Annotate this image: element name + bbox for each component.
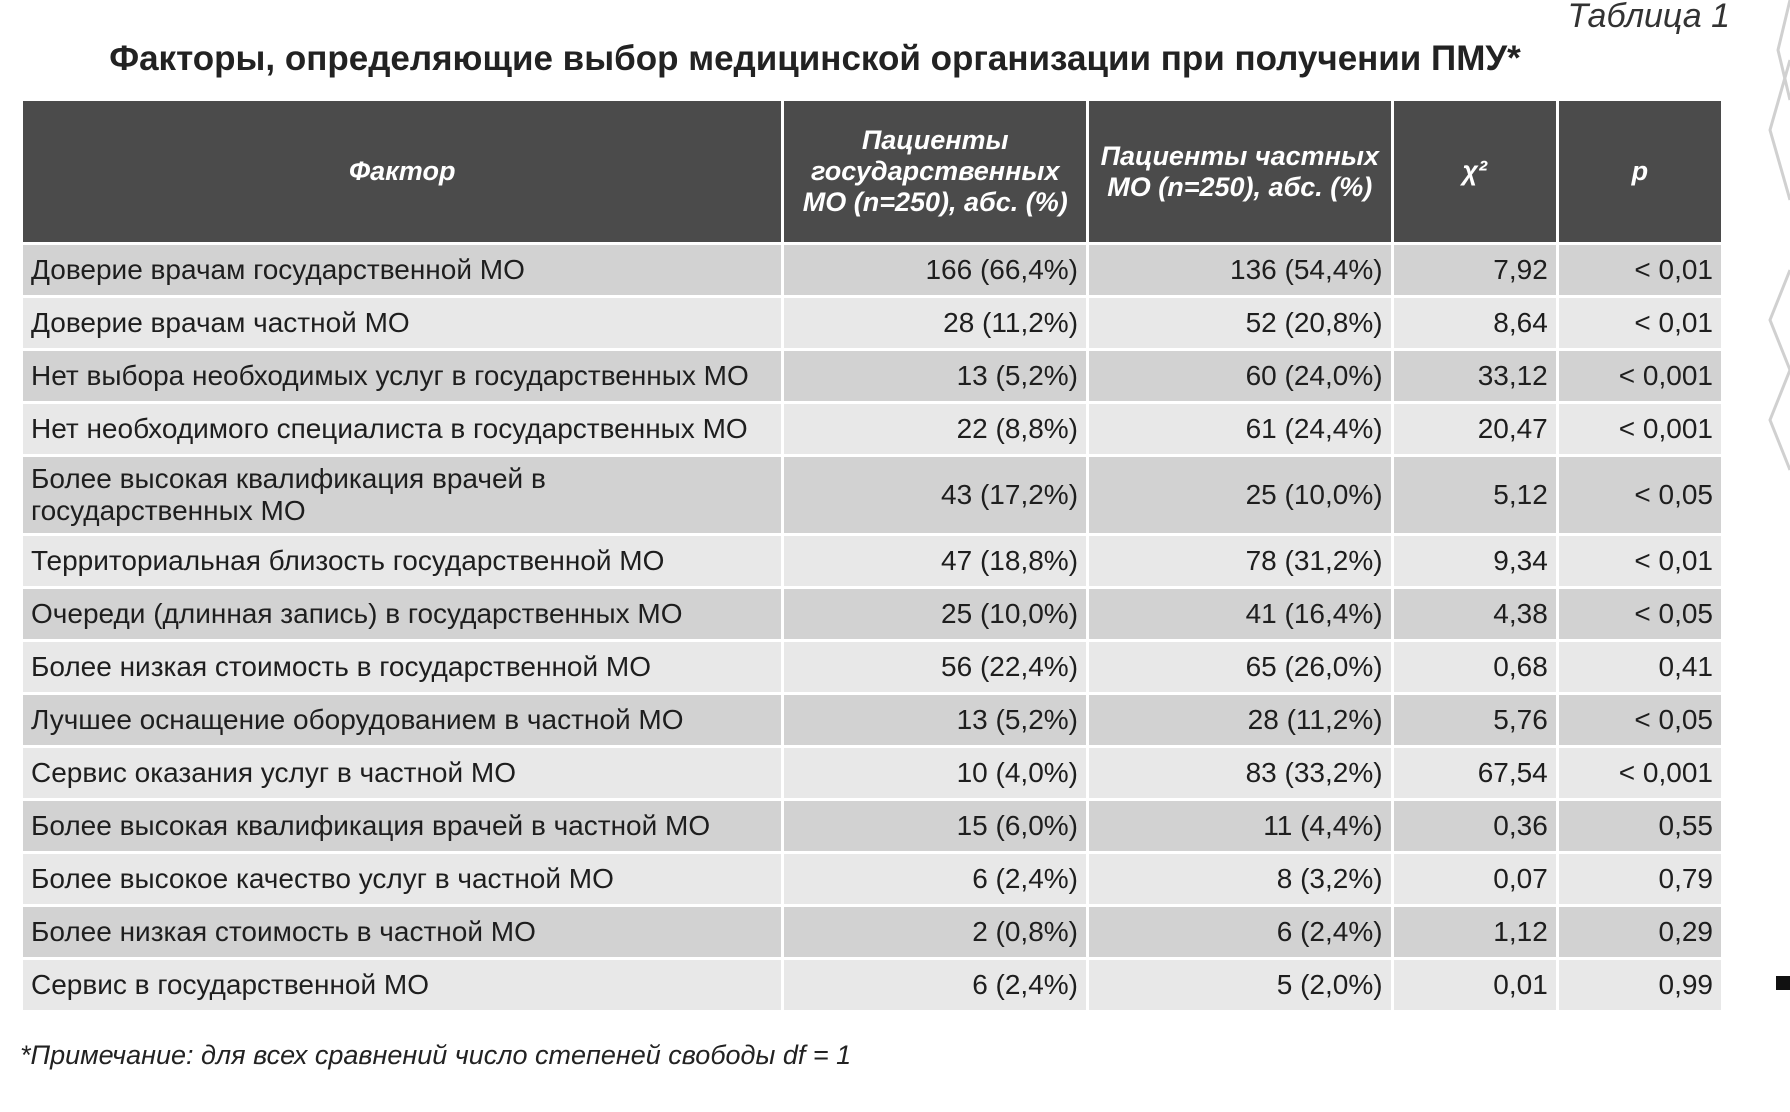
header-state-patients: Пациенты государственных МО (n=250), абс. (%) — [784, 101, 1086, 242]
table-row — [23, 351, 1721, 401]
p-cell: < 0,001 — [1559, 404, 1721, 454]
factor-cell: Нет необходимого специалиста в государственных МО — [23, 404, 781, 454]
factor-cell: Доверие врачам государственной МО — [23, 245, 781, 295]
factor-cell: Очереди (длинная запись) в государственных МО — [23, 589, 781, 639]
factor-cell: Лучшее оснащение оборудованием в частной МО — [23, 695, 781, 745]
state-cell: 166 (66,4%) — [784, 245, 1086, 295]
private-cell: 5 (2,0%) — [1089, 960, 1391, 1010]
p-cell: < 0,01 — [1559, 298, 1721, 348]
table-row — [23, 801, 1721, 851]
private-cell: 41 (16,4%) — [1089, 589, 1391, 639]
chi-cell: 5,76 — [1394, 695, 1556, 745]
table-row — [23, 695, 1721, 745]
private-cell: 6 (2,4%) — [1089, 907, 1391, 957]
p-cell: 0,99 — [1559, 960, 1721, 1010]
table-row — [23, 642, 1721, 692]
table-title: Факторы, определяющие выбор медицинской организации при получении ПМУ* — [109, 39, 1521, 78]
p-cell: < 0,01 — [1559, 245, 1721, 295]
private-cell: 60 (24,0%) — [1089, 351, 1391, 401]
state-cell: 2 (0,8%) — [784, 907, 1086, 957]
header-chi-square: χ² — [1394, 101, 1556, 242]
p-cell: < 0,05 — [1559, 695, 1721, 745]
p-cell: 0,41 — [1559, 642, 1721, 692]
chi-cell: 0,01 — [1394, 960, 1556, 1010]
p-cell: < 0,05 — [1559, 589, 1721, 639]
factor-cell: Доверие врачам частной МО — [23, 298, 781, 348]
table-row — [23, 404, 1721, 454]
private-cell: 78 (31,2%) — [1089, 536, 1391, 586]
chi-cell: 20,47 — [1394, 404, 1556, 454]
state-cell: 25 (10,0%) — [784, 589, 1086, 639]
factor-cell: Более высокая квалификация врачей в частной МО — [23, 801, 781, 851]
table-row — [23, 245, 1721, 295]
factor-cell: Сервис оказания услуг в частной МО — [23, 748, 781, 798]
table-row — [23, 854, 1721, 904]
p-cell: 0,55 — [1559, 801, 1721, 851]
private-cell: 52 (20,8%) — [1089, 298, 1391, 348]
private-cell: 83 (33,2%) — [1089, 748, 1391, 798]
table-row — [23, 907, 1721, 957]
table-row — [23, 298, 1721, 348]
factor-cell: Более низкая стоимость в частной МО — [23, 907, 781, 957]
chi-cell: 67,54 — [1394, 748, 1556, 798]
factor-cell: Более высокое качество услуг в частной МО — [23, 854, 781, 904]
table-row — [23, 457, 1721, 533]
chi-cell: 8,64 — [1394, 298, 1556, 348]
chi-cell: 0,07 — [1394, 854, 1556, 904]
private-cell: 136 (54,4%) — [1089, 245, 1391, 295]
chi-cell: 0,36 — [1394, 801, 1556, 851]
factors-table — [20, 98, 1724, 1013]
state-cell: 13 (5,2%) — [784, 695, 1086, 745]
factor-cell: Более высокая квалификация врачей в государственных МО — [23, 457, 781, 533]
chi-cell: 0,68 — [1394, 642, 1556, 692]
state-cell: 10 (4,0%) — [784, 748, 1086, 798]
p-cell: 0,29 — [1559, 907, 1721, 957]
page-marker — [1776, 976, 1790, 990]
table-row — [23, 536, 1721, 586]
chi-cell: 7,92 — [1394, 245, 1556, 295]
state-cell: 56 (22,4%) — [784, 642, 1086, 692]
page-edge-decoration — [1764, 0, 1790, 1112]
table-header-row — [23, 101, 1721, 242]
p-cell: < 0,001 — [1559, 748, 1721, 798]
state-cell: 43 (17,2%) — [784, 457, 1086, 533]
p-cell: 0,79 — [1559, 854, 1721, 904]
state-cell: 6 (2,4%) — [784, 960, 1086, 1010]
state-cell: 28 (11,2%) — [784, 298, 1086, 348]
factor-cell: Нет выбора необходимых услуг в государственных МО — [23, 351, 781, 401]
chi-cell: 5,12 — [1394, 457, 1556, 533]
table-row — [23, 589, 1721, 639]
state-cell: 22 (8,8%) — [784, 404, 1086, 454]
state-cell: 47 (18,8%) — [784, 536, 1086, 586]
state-cell: 6 (2,4%) — [784, 854, 1086, 904]
header-p-value: p — [1559, 101, 1721, 242]
header-factor: Фактор — [23, 101, 781, 242]
table-row — [23, 748, 1721, 798]
factor-cell: Более низкая стоимость в государственной МО — [23, 642, 781, 692]
table-row — [23, 960, 1721, 1010]
private-cell: 65 (26,0%) — [1089, 642, 1391, 692]
chi-cell: 1,12 — [1394, 907, 1556, 957]
private-cell: 28 (11,2%) — [1089, 695, 1391, 745]
state-cell: 13 (5,2%) — [784, 351, 1086, 401]
state-cell: 15 (6,0%) — [784, 801, 1086, 851]
p-cell: < 0,05 — [1559, 457, 1721, 533]
factor-cell: Территориальная близость государственной МО — [23, 536, 781, 586]
header-private-patients: Пациенты частных МО (n=250), абс. (%) — [1089, 101, 1391, 242]
table-number-label: Таблица 1 — [1567, 0, 1730, 35]
chi-cell: 33,12 — [1394, 351, 1556, 401]
chi-cell: 4,38 — [1394, 589, 1556, 639]
private-cell: 8 (3,2%) — [1089, 854, 1391, 904]
private-cell: 25 (10,0%) — [1089, 457, 1391, 533]
factor-cell: Сервис в государственной МО — [23, 960, 781, 1010]
p-cell: < 0,01 — [1559, 536, 1721, 586]
p-cell: < 0,001 — [1559, 351, 1721, 401]
table-footnote: *Примечание: для всех сравнений число степеней свободы df = 1 — [20, 1040, 852, 1070]
private-cell: 61 (24,4%) — [1089, 404, 1391, 454]
chi-cell: 9,34 — [1394, 536, 1556, 586]
private-cell: 11 (4,4%) — [1089, 801, 1391, 851]
